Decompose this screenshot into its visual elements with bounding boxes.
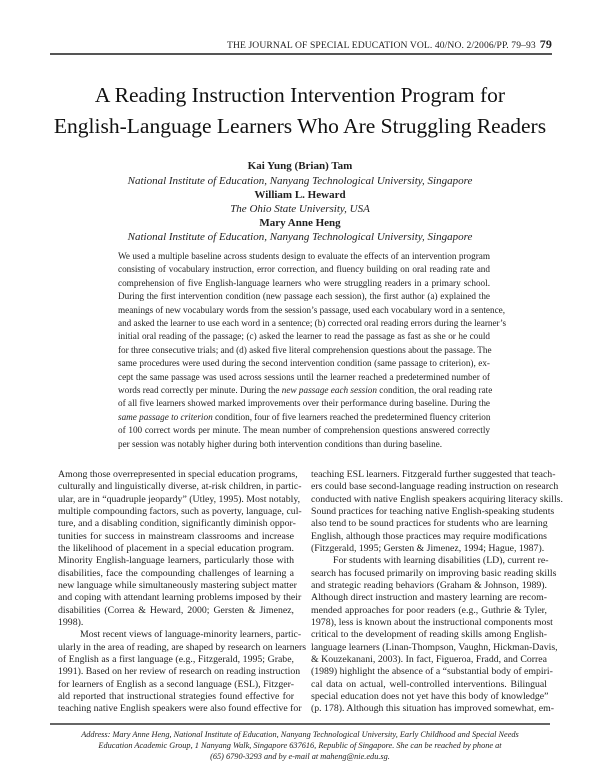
- footnote-rule: [50, 723, 550, 725]
- text-line: ular, are in “quadruple jeopardy” (Utley, 1995). Most notably,: [58, 493, 301, 505]
- text-line: ture, and a disabling condition, significantly diminish oppor-: [58, 518, 296, 530]
- text-line: multiple compounding factors, such as poverty, language, cul-: [58, 505, 302, 517]
- text-line: consisting of vocabulary instruction, error correction, and fluency building on oral reading rate and: [118, 264, 490, 275]
- text-line: & Kouzekanani, 2003). In fact, Figueroa, Fradd, and Correa: [311, 653, 547, 665]
- text-line: 1998).: [58, 616, 84, 628]
- text-line: During the first intervention condition (new passage each session), the first author (a) explained the: [118, 291, 490, 302]
- text-line: Although direct instruction and mastery learning are recom-: [311, 592, 547, 604]
- text-line: of 100 correct words per minute. The mean number of comprehension questions answered correctly: [118, 425, 490, 436]
- author-name: William L. Heward: [254, 189, 346, 201]
- text-line: same procedures were used during the second intervention condition (same passage to criterion), ex-: [118, 358, 490, 369]
- title-line-2: English-Language Learners Who Are Struggling Readers: [53, 114, 547, 138]
- text-line: We used a multiple baseline across students design to evaluate the effects of an intervention program: [118, 251, 490, 261]
- author-affiliation: National Institute of Education, Nanyang Technological University, Singapore: [127, 175, 473, 187]
- text-line: the likelihood of placement in a special education program.: [58, 542, 294, 554]
- text-line: 1978), less is known about the instructional components most: [311, 616, 553, 628]
- text-line: ers could base second-language reading instruction on research: [311, 481, 559, 493]
- text-line: for learners of English as a second language (ESL), Fitzger-: [58, 678, 294, 690]
- text-line: Most recent views of language-minority learners, partic-: [80, 629, 302, 641]
- text-line: disabilities, face the compounding challenges of learning a: [58, 567, 294, 579]
- abstract: [118, 250, 507, 451]
- body-column-left: [58, 469, 307, 716]
- text-line: and coping with attendant learning problems imposed by their: [58, 592, 302, 604]
- text-line: new language while simultaneously mastering subject matter: [58, 579, 297, 591]
- header-rule: [50, 53, 552, 55]
- text-line: search has focused primarily on improving basic reading skills: [311, 567, 557, 579]
- body-column-right: [311, 469, 563, 716]
- text-line: tunities for success in mainstream classrooms and increase: [58, 530, 294, 542]
- text-line: (Fitzgerald, 1995; Gersten & Jimenez, 1994; Hague, 1987).: [311, 542, 545, 554]
- text-line: Sound practices for teaching native English-speaking students: [311, 505, 555, 517]
- text-line: Minority English-language learners, particularly those with: [58, 555, 294, 567]
- text-line: (1989) highlight the absence of a “substantial body of empiri-: [311, 666, 553, 678]
- text-line: initial oral reading of the passage; (c) asked the learner to read the passage as fast as she or he could: [118, 331, 490, 342]
- author-name: Mary Anne Heng: [259, 217, 341, 229]
- text-line: mended approaches for poor readers (e.g., Guthrie & Tyler,: [311, 604, 547, 616]
- text-line: for three consecutive trials; and (d) asked five literal comprehension questions about the passage. The: [118, 344, 492, 355]
- text-line: Among those overrepresented in special education programs,: [58, 469, 298, 480]
- journal-citation: THE JOURNAL OF SPECIAL EDUCATION VOL. 40/NO. 2/2006/PP. 79–93: [227, 40, 536, 51]
- text-line: of English as a first language (e.g., Fitzgerald, 1995; Grabe,: [58, 653, 294, 665]
- footnote-line: Education Academic Group, 1 Nanyang Walk, Singapore 637616, Republic of Singapore. She can be reached by phone at: [98, 741, 502, 751]
- text-line: and asked the learner to use each word in a sentence; (b) corrected oral reading errors during the learner’s: [118, 318, 507, 329]
- page-number: 79: [539, 37, 552, 51]
- text-line: ald reported that instructional strategies found effective for: [58, 690, 294, 702]
- text-line: words read correctly per minute. During the new passage each session condition, the oral reading rate: [118, 385, 493, 396]
- title-line-1: A Reading Instruction Intervention Program for: [94, 83, 506, 107]
- text-line: cept the same passage was used across sessions until the learner reached a predetermined number of: [118, 371, 490, 382]
- text-line: and strategic reading behaviors (Graham & Johnson, 1989).: [311, 579, 547, 591]
- text-line: ularly in the area of reading, are shaped by research on learners: [58, 641, 307, 653]
- running-head: [227, 37, 552, 52]
- text-line: comprehension of five English-language learners who were struggling readers in a primary school.: [118, 277, 490, 288]
- text-line: same passage to criterion condition, four of five learners reached the predetermined fluency criterion: [118, 411, 491, 422]
- author-affiliation: The Ohio State University, USA: [230, 203, 370, 215]
- text-line: English, although those practices may require modifications: [311, 530, 547, 542]
- text-line: critical to the development of reading skills among English-: [311, 629, 547, 641]
- author-name: Kai Yung (Brian) Tam: [247, 160, 353, 172]
- text-line: meanings of new vocabulary words from the session’s passage, used each vocabulary word in a sentence,: [118, 304, 506, 315]
- text-line: cal data on actual, well-controlled interventions. Bilingual: [311, 678, 547, 690]
- text-line: 1991). Based on her review of research on reading instruction: [58, 666, 301, 678]
- footnote-line: Address: Mary Anne Heng, National Institute of Education, Nanyang Technological University, Early Childhood and Special Needs: [81, 730, 519, 739]
- text-line: language learners (Linan-Thompson, Vaughn, Hickman-Davis,: [311, 641, 558, 653]
- text-line: of all five learners showed marked improvements over their performance during baseline. During the: [118, 398, 490, 409]
- text-line: also tend to be sound practices for students who are learning: [311, 518, 548, 530]
- text-line: (p. 178). Although this situation has improved somewhat, em-: [311, 703, 554, 715]
- text-line: conducted with native English speakers acquiring literacy skills.: [311, 493, 563, 505]
- text-line: For students with learning disabilities (LD), current re-: [333, 555, 549, 567]
- text-line: teaching native English speakers were also found effective for: [58, 703, 302, 715]
- author-affiliation: National Institute of Education, Nanyang Technological University, Singapore: [127, 231, 473, 243]
- footnote-line: (65) 6790-3293 and by e-mail at maheng@nie.edu.sg.: [210, 752, 390, 762]
- text-line: per session was notably higher during both intervention conditions than during baseline.: [118, 438, 443, 449]
- correspondence-footnote: [60, 729, 540, 763]
- text-line: culturally and linguistically diverse, at-risk children, in partic-: [58, 481, 302, 493]
- text-line: disabilities (Correa & Heward, 2000; Gersten & Jimenez,: [58, 604, 294, 616]
- text-line: teaching ESL learners. Fitzgerald further suggested that teach-: [311, 469, 556, 480]
- text-line: special education does not yet have this body of knowledge”: [311, 690, 549, 702]
